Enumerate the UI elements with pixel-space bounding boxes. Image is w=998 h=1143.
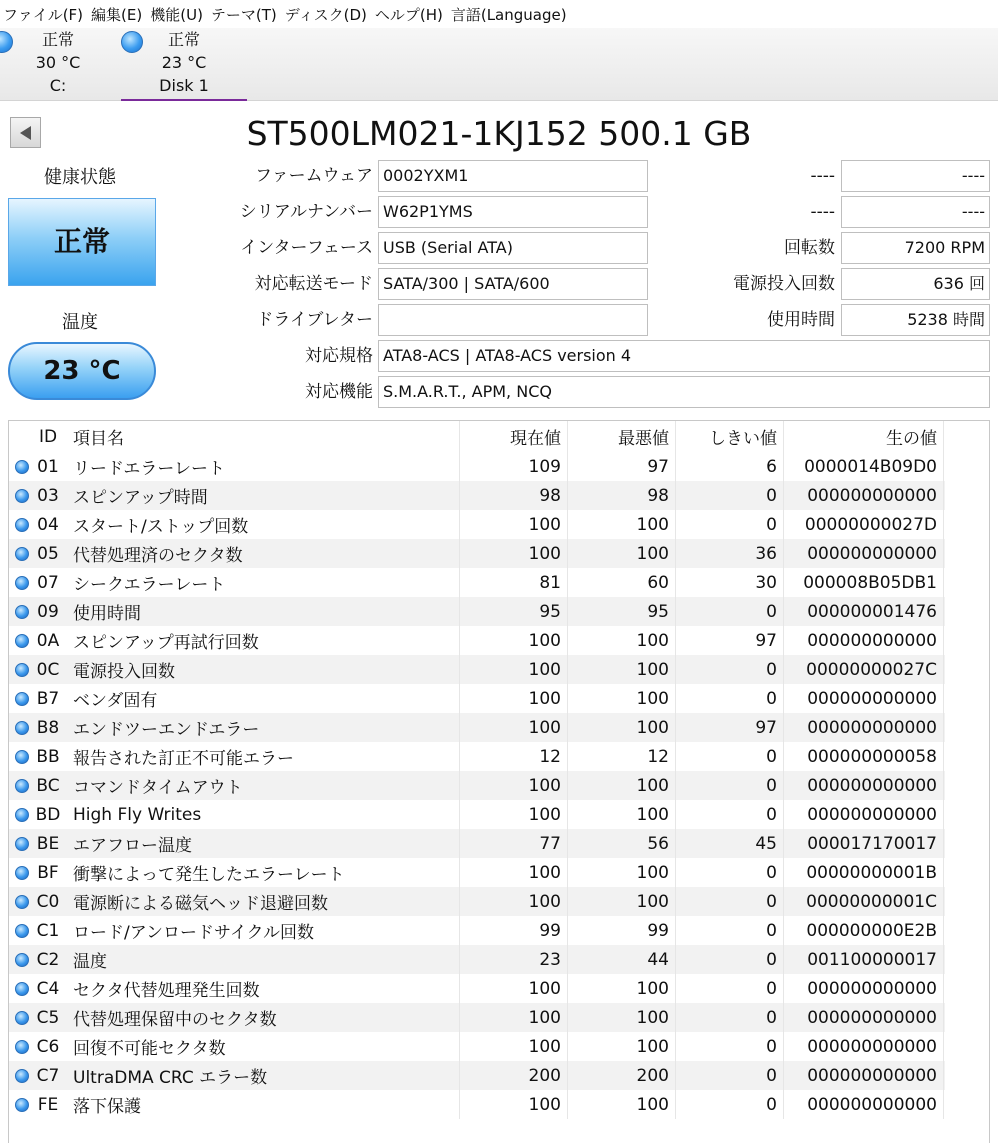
disk-tab-c[interactable] xyxy=(0,28,116,100)
raw-value: 000000000000 xyxy=(784,771,944,800)
current-value: 100 xyxy=(460,713,568,742)
attribute-id: BF xyxy=(37,862,59,883)
transfer-mode-field: SATA/300 | SATA/600 xyxy=(378,268,648,300)
status-good-icon xyxy=(15,924,29,938)
status-good-icon xyxy=(15,895,29,909)
disk-tab-bar xyxy=(0,28,998,101)
row-filler xyxy=(944,655,945,684)
raw-value: 001100000017 xyxy=(784,945,944,974)
attribute-id: C6 xyxy=(36,1036,60,1057)
blank-label-1: ---- xyxy=(810,166,835,186)
row-filler xyxy=(944,713,945,742)
row-filler xyxy=(944,742,945,771)
raw-value: 000000000000 xyxy=(784,800,944,829)
raw-value: 000000000E2B xyxy=(784,916,944,945)
row-status-cell xyxy=(9,684,29,713)
worst-value: 100 xyxy=(568,539,676,568)
attribute-name: エアフロー温度 xyxy=(67,829,460,858)
selected-tab-indicator xyxy=(121,99,247,101)
current-value: 100 xyxy=(460,771,568,800)
row-filler xyxy=(944,800,945,829)
disk-tab-disk1[interactable] xyxy=(121,28,247,100)
threshold-value: 0 xyxy=(676,800,784,829)
threshold-value: 0 xyxy=(676,974,784,1003)
attribute-id: BE xyxy=(29,829,67,858)
worst-value: 100 xyxy=(568,655,676,684)
status-good-icon xyxy=(15,489,29,503)
attribute-id: C0 xyxy=(29,887,67,916)
attribute-name: スピンアップ時間 xyxy=(67,481,460,510)
disk-tab-name: C: xyxy=(49,76,67,95)
transfer-mode-label: 対応転送モード xyxy=(254,274,373,294)
attribute-name: 電源断による磁気ヘッド退避回数 xyxy=(67,887,460,916)
menu-theme[interactable]: テーマ(T) xyxy=(210,5,277,24)
health-status-button[interactable]: 正常 xyxy=(8,198,156,286)
attribute-name: ロード/アンロードサイクル回数 xyxy=(67,916,460,945)
row-filler xyxy=(944,1090,945,1119)
drive-letter-label: ドライブレター xyxy=(256,310,373,330)
row-status-cell xyxy=(9,829,29,858)
interface-label: インターフェース xyxy=(240,238,373,258)
table-row[interactable] xyxy=(9,626,944,655)
table-header-row xyxy=(9,421,944,452)
table-row[interactable] xyxy=(9,858,944,887)
attribute-name: 代替処理済のセクタ数 xyxy=(67,539,460,568)
table-row[interactable] xyxy=(9,974,944,1003)
smart-attribute-table[interactable] xyxy=(8,420,990,1143)
attribute-id: BB xyxy=(36,746,60,767)
status-good-icon xyxy=(15,1040,29,1054)
current-value: 100 xyxy=(460,684,568,713)
raw-value: 000000000000 xyxy=(784,539,944,568)
table-row[interactable] xyxy=(9,771,944,800)
raw-value: 000000000000 xyxy=(784,1090,944,1119)
row-filler xyxy=(944,771,945,800)
attribute-name: UltraDMA CRC エラー数 xyxy=(67,1061,460,1090)
status-good-icon xyxy=(15,576,29,590)
attribute-name: 電源投入回数 xyxy=(67,655,460,684)
row-filler xyxy=(944,568,945,597)
row-status-cell xyxy=(9,1032,29,1061)
row-status-cell xyxy=(9,713,29,742)
table-row[interactable] xyxy=(9,829,944,858)
row-status-cell xyxy=(9,452,29,481)
table-row[interactable] xyxy=(9,481,944,510)
current-value: 109 xyxy=(460,452,568,481)
features-label: 対応機能 xyxy=(305,382,373,402)
current-value: 12 xyxy=(460,742,568,771)
raw-value: 000008B05DB1 xyxy=(784,568,944,597)
status-good-icon xyxy=(15,518,29,532)
threshold-value: 0 xyxy=(676,655,784,684)
menu-file[interactable]: ファイル(F) xyxy=(3,5,84,24)
threshold-value: 0 xyxy=(676,1003,784,1032)
row-status-cell xyxy=(9,1003,29,1032)
status-good-icon xyxy=(15,634,29,648)
row-status-cell xyxy=(9,1061,29,1090)
status-good-icon xyxy=(15,982,29,996)
attribute-id: 01 xyxy=(37,456,59,477)
attribute-name: セクタ代替処理発生回数 xyxy=(67,974,460,1003)
worst-value: 100 xyxy=(568,771,676,800)
serial-field: W62P1YMS xyxy=(378,196,648,228)
threshold-value: 45 xyxy=(676,829,784,858)
attribute-id: 04 xyxy=(37,514,59,535)
row-filler xyxy=(944,452,945,481)
table-row[interactable] xyxy=(9,1003,944,1032)
attribute-id: B8 xyxy=(29,713,67,742)
attribute-name: 報告された訂正不可能エラー xyxy=(67,742,460,771)
row-status-cell xyxy=(9,510,29,539)
row-filler xyxy=(944,510,945,539)
threshold-value: 0 xyxy=(676,916,784,945)
worst-value: 97 xyxy=(568,452,676,481)
current-value: 100 xyxy=(460,510,568,539)
attribute-id: C2 xyxy=(29,945,67,974)
table-row[interactable] xyxy=(9,597,944,626)
worst-value: 100 xyxy=(568,1090,676,1119)
threshold-value: 0 xyxy=(676,597,784,626)
threshold-value: 6 xyxy=(676,452,784,481)
table-row[interactable] xyxy=(9,800,944,829)
row-filler xyxy=(944,829,945,858)
current-value: 100 xyxy=(460,1032,568,1061)
worst-value: 98 xyxy=(568,481,676,510)
disk-tab-name: Disk 1 xyxy=(159,76,209,95)
raw-value: 000000000000 xyxy=(784,1032,944,1061)
worst-value: 100 xyxy=(568,626,676,655)
row-status-cell xyxy=(9,771,29,800)
table-row[interactable] xyxy=(9,452,944,481)
raw-value: 000000000000 xyxy=(784,626,944,655)
attribute-name: 代替処理保留中のセクタ数 xyxy=(67,1003,460,1032)
current-value: 100 xyxy=(460,974,568,1003)
status-good-icon xyxy=(15,1069,29,1083)
attribute-id: 09 xyxy=(29,597,67,626)
table-row[interactable] xyxy=(9,510,944,539)
row-status-cell xyxy=(9,568,29,597)
power-on-hours-field: 5238 時間 xyxy=(841,304,990,336)
raw-value: 00000000027D xyxy=(784,510,944,539)
health-status-label: 健康状態 xyxy=(44,167,116,188)
current-value: 81 xyxy=(460,568,568,597)
status-good-icon xyxy=(15,1011,29,1025)
threshold-value: 0 xyxy=(676,887,784,916)
threshold-value: 36 xyxy=(676,539,784,568)
worst-value: 44 xyxy=(568,945,676,974)
raw-value: 000000000000 xyxy=(784,1003,944,1032)
status-good-icon xyxy=(15,663,29,677)
worst-value: 100 xyxy=(568,684,676,713)
worst-value: 100 xyxy=(568,1003,676,1032)
table-row[interactable] xyxy=(9,1061,944,1090)
row-status-cell xyxy=(9,655,29,684)
row-filler xyxy=(944,684,945,713)
row-status-cell xyxy=(9,626,29,655)
temperature-button[interactable]: 23 °C xyxy=(8,342,156,400)
status-good-icon xyxy=(15,866,29,880)
row-filler xyxy=(944,974,945,1003)
row-filler xyxy=(944,597,945,626)
attribute-name: 落下保護 xyxy=(67,1090,460,1119)
row-filler xyxy=(944,1032,945,1061)
raw-value: 000000000000 xyxy=(784,713,944,742)
attribute-name: 温度 xyxy=(67,945,460,974)
blank-field-1: ---- xyxy=(841,160,990,192)
worst-value: 100 xyxy=(568,887,676,916)
table-row[interactable] xyxy=(9,916,944,945)
current-value: 100 xyxy=(460,1003,568,1032)
row-filler xyxy=(944,1061,945,1090)
attribute-name: 回復不可能セクタ数 xyxy=(67,1032,460,1061)
header-name[interactable]: 項目名 xyxy=(67,421,460,452)
attribute-name: リードエラーレート xyxy=(67,452,460,481)
row-status-cell xyxy=(9,742,29,771)
current-value: 77 xyxy=(460,829,568,858)
table-row[interactable] xyxy=(9,684,944,713)
table-row[interactable] xyxy=(9,539,944,568)
threshold-value: 0 xyxy=(676,742,784,771)
header-threshold[interactable]: しきい値 xyxy=(676,421,784,452)
status-good-icon xyxy=(15,1098,29,1112)
row-filler xyxy=(944,858,945,887)
table-row[interactable] xyxy=(9,568,944,597)
interface-field: USB (Serial ATA) xyxy=(378,232,648,264)
worst-value: 56 xyxy=(568,829,676,858)
raw-value: 00000000001B xyxy=(784,858,944,887)
row-filler xyxy=(944,945,945,974)
row-status-cell xyxy=(9,974,29,1003)
status-good-icon xyxy=(15,460,29,474)
row-status-cell xyxy=(9,945,29,974)
rotation-field: 7200 RPM xyxy=(841,232,990,264)
worst-value: 100 xyxy=(568,1032,676,1061)
threshold-value: 97 xyxy=(676,713,784,742)
status-good-icon xyxy=(15,750,29,764)
attribute-id: 05 xyxy=(29,539,67,568)
disk-tab-temp: 30 °C xyxy=(35,53,81,72)
menu-help[interactable]: ヘルプ(H) xyxy=(374,5,443,24)
current-value: 100 xyxy=(460,626,568,655)
attribute-id: 07 xyxy=(37,572,59,593)
row-status-cell xyxy=(9,539,29,568)
attribute-id: C4 xyxy=(36,978,60,999)
raw-value: 000017170017 xyxy=(784,829,944,858)
worst-value: 12 xyxy=(568,742,676,771)
power-on-hours-label: 使用時間 xyxy=(767,310,835,330)
row-status-cell xyxy=(9,858,29,887)
worst-value: 100 xyxy=(568,800,676,829)
attribute-name: 衝撃によって発生したエラーレート xyxy=(67,858,460,887)
row-status-cell xyxy=(9,1090,29,1119)
header-worst[interactable]: 最悪値 xyxy=(568,421,676,452)
threshold-value: 0 xyxy=(676,1032,784,1061)
row-filler xyxy=(944,626,945,655)
table-row[interactable] xyxy=(9,742,944,771)
row-status-cell xyxy=(9,481,29,510)
firmware-label: ファームウェア xyxy=(255,166,373,186)
attribute-id: C5 xyxy=(29,1003,67,1032)
threshold-value: 0 xyxy=(676,858,784,887)
header-current[interactable]: 現在値 xyxy=(460,421,568,452)
status-good-icon xyxy=(15,808,29,822)
attribute-name: スピンアップ再試行回数 xyxy=(67,626,460,655)
attribute-id: 0C xyxy=(29,655,67,684)
header-id[interactable]: ID xyxy=(29,421,67,452)
raw-value: 000000000058 xyxy=(784,742,944,771)
status-good-icon xyxy=(121,31,143,53)
standard-label: 対応規格 xyxy=(305,346,373,366)
threshold-value: 0 xyxy=(676,771,784,800)
attribute-id: C7 xyxy=(29,1061,67,1090)
worst-value: 100 xyxy=(568,713,676,742)
current-value: 100 xyxy=(460,539,568,568)
attribute-name: コマンドタイムアウト xyxy=(67,771,460,800)
row-filler xyxy=(944,539,945,568)
worst-value: 60 xyxy=(568,568,676,597)
table-row[interactable] xyxy=(9,655,944,684)
attribute-id: C1 xyxy=(36,920,60,941)
drive-letter-field xyxy=(378,304,648,336)
rotation-label: 回転数 xyxy=(784,238,835,258)
attribute-name: エンドツーエンドエラー xyxy=(67,713,460,742)
power-on-count-field: 636 回 xyxy=(841,268,990,300)
attribute-name: ベンダ固有 xyxy=(67,684,460,713)
status-good-icon xyxy=(15,547,29,561)
threshold-value: 0 xyxy=(676,945,784,974)
disk-tab-temp: 23 °C xyxy=(161,53,207,72)
attribute-id: B7 xyxy=(36,688,60,709)
raw-value: 000000000000 xyxy=(784,1061,944,1090)
row-status-cell xyxy=(9,916,29,945)
row-status-cell xyxy=(9,597,29,626)
worst-value: 100 xyxy=(568,510,676,539)
status-good-icon xyxy=(15,779,29,793)
attribute-id: BC xyxy=(29,771,67,800)
menu-function[interactable]: 機能(U) xyxy=(150,5,203,24)
header-filler xyxy=(944,421,945,452)
row-status-cell xyxy=(9,887,29,916)
status-good-icon xyxy=(15,837,29,851)
serial-label: シリアルナンバー xyxy=(239,202,373,222)
row-filler xyxy=(944,481,945,510)
raw-value: 0000014B09D0 xyxy=(784,452,944,481)
current-value: 23 xyxy=(460,945,568,974)
blank-label-2: ---- xyxy=(810,202,835,222)
current-value: 100 xyxy=(460,1090,568,1119)
firmware-field: 0002YXM1 xyxy=(378,160,648,192)
disk-tab-status: 正常 xyxy=(167,30,200,49)
menu-disk[interactable]: ディスク(D) xyxy=(284,5,367,24)
row-filler xyxy=(944,916,945,945)
worst-value: 100 xyxy=(568,974,676,1003)
table-row[interactable] xyxy=(9,945,944,974)
current-value: 99 xyxy=(460,916,568,945)
menu-language[interactable]: 言語(Language) xyxy=(450,5,567,24)
threshold-value: 0 xyxy=(676,1061,784,1090)
attribute-id: 03 xyxy=(29,481,67,510)
table-row[interactable] xyxy=(9,713,944,742)
raw-value: 000000000000 xyxy=(784,684,944,713)
status-good-icon xyxy=(15,953,29,967)
threshold-value: 0 xyxy=(676,684,784,713)
status-good-icon xyxy=(15,692,29,706)
attribute-id: 0A xyxy=(36,630,60,651)
raw-value: 000000000000 xyxy=(784,481,944,510)
worst-value: 99 xyxy=(568,916,676,945)
worst-value: 200 xyxy=(568,1061,676,1090)
threshold-value: 0 xyxy=(676,481,784,510)
attribute-name: スタート/ストップ回数 xyxy=(67,510,460,539)
current-value: 100 xyxy=(460,887,568,916)
current-value: 200 xyxy=(460,1061,568,1090)
row-filler xyxy=(944,1003,945,1032)
table-row[interactable] xyxy=(9,887,944,916)
table-row[interactable] xyxy=(9,1032,944,1061)
threshold-value: 0 xyxy=(676,1090,784,1119)
status-good-icon xyxy=(15,605,29,619)
header-status xyxy=(9,421,29,452)
attribute-id: FE xyxy=(37,1094,59,1115)
current-value: 100 xyxy=(460,655,568,684)
threshold-value: 0 xyxy=(676,510,784,539)
attribute-id: BD xyxy=(35,804,61,825)
attribute-name: シークエラーレート xyxy=(67,568,460,597)
header-raw[interactable]: 生の値 xyxy=(784,421,944,452)
current-value: 98 xyxy=(460,481,568,510)
current-value: 95 xyxy=(460,597,568,626)
status-good-icon xyxy=(15,721,29,735)
power-on-count-label: 電源投入回数 xyxy=(733,274,835,294)
current-value: 100 xyxy=(460,858,568,887)
threshold-value: 97 xyxy=(676,626,784,655)
attribute-name: High Fly Writes xyxy=(67,800,460,829)
features-field: S.M.A.R.T., APM, NCQ xyxy=(378,376,990,408)
raw-value: 00000000027C xyxy=(784,655,944,684)
worst-value: 100 xyxy=(568,858,676,887)
disk-model-title: ST500LM021-1KJ152 500.1 GB xyxy=(246,114,752,153)
menu-bar xyxy=(0,0,998,28)
current-value: 100 xyxy=(460,800,568,829)
threshold-value: 30 xyxy=(676,568,784,597)
table-row[interactable] xyxy=(9,1090,944,1119)
standard-field: ATA8-ACS | ATA8-ACS version 4 xyxy=(378,340,990,372)
row-filler xyxy=(944,887,945,916)
attribute-name: 使用時間 xyxy=(67,597,460,626)
temperature-label: 温度 xyxy=(62,312,98,333)
row-status-cell xyxy=(9,800,29,829)
raw-value: 000000000000 xyxy=(784,974,944,1003)
blank-field-2: ---- xyxy=(841,196,990,228)
raw-value: 00000000001C xyxy=(784,887,944,916)
menu-edit[interactable]: 編集(E) xyxy=(91,5,143,24)
raw-value: 000000001476 xyxy=(784,597,944,626)
worst-value: 95 xyxy=(568,597,676,626)
disk-tab-status: 正常 xyxy=(41,30,74,49)
